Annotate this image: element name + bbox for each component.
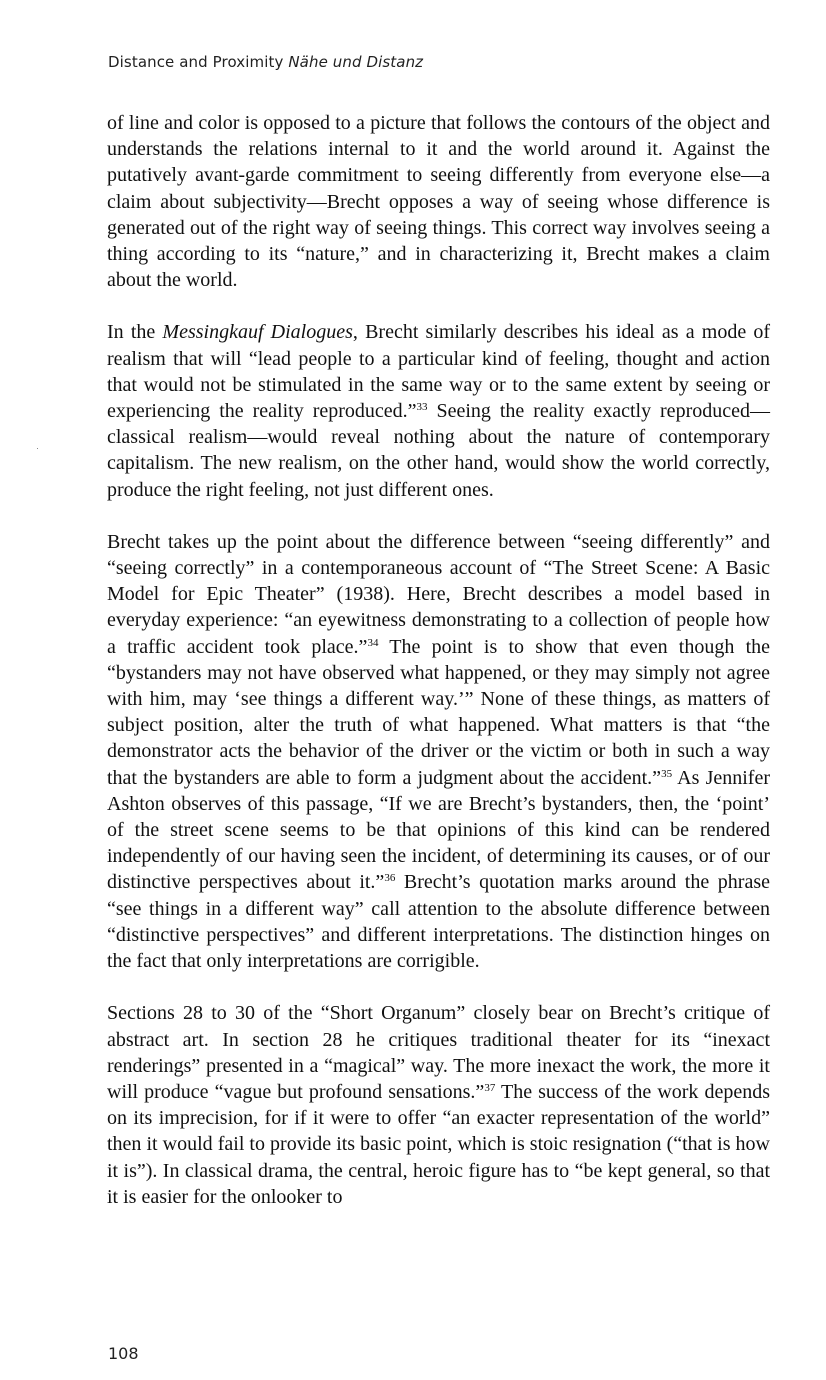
text-run: Brecht takes up the point about the difference between “seeing differently” and “seeing correctly” in a contemporaneous account of “The Street Scene: A Basic Model for Epic Theater” (1938). Here, Brecht describes a model based in everyday experience: “an eyewitness demonstrating to a collection of people how a traffic accident took place.”	[107, 530, 770, 658]
text-run: , Brecht similarly describes his ideal as a mode of realism that will “lead people to a particular kind of feeling, thought and action that would not be stimulated in the same way or to the same extent by seeing or experiencing the reality reproduced.”	[107, 321, 771, 423]
text-run: As Jennifer Ashton observes of this passage, “If we are Brecht’s bystanders, then, the ‘point’ of the street scene seems to be that opinions of this kind can be rendered independently of our having seen the incident, of determining its causes, or of our distinctive perspectives about it.”	[107, 766, 770, 894]
paragraph	[107, 110, 770, 293]
text-run: The point is to show that even though the “bystanders may not have observed what happened, or they may simply not agree with him, may ‘see things a different way.’” None of these things, as matters of subject position, alter the truth of what happened. What matters is that “the demonstrator acts the behavior of the driver or the victim or both in such a way that the bystanders are able to form a judgment about the accident.”	[107, 635, 771, 789]
text-run: Seeing the reality exactly reproduced—classical realism—would reveal nothing about the nature of contemporary capitalism. The new realism, on the other hand, would show the world correctly, produce the right feeling, not just different ones.	[107, 400, 770, 501]
body-text	[107, 110, 770, 1210]
italic-title: Messingkauf Dialogues	[162, 321, 353, 344]
footnote-ref: 35	[661, 767, 673, 780]
text-run: The success of the work depends on its imprecision, for if it were to offer “an exacter representation of the world” then it would fail to provide its basic point, which is stoic resignation (“that is how it is”). In classical drama, the central, heroic figure has to “be kept general, so that it is easier for the onlooker to	[107, 1080, 770, 1208]
footnote-ref: 37	[484, 1081, 496, 1094]
text-run: Brecht’s quotation marks around the phrase “see things in a different way” call attention to the absolute difference between “distinctive perspectives” and different interpretations. The distinction hinges on the fact that only interpretations are corrigible.	[107, 871, 770, 973]
paragraph	[107, 319, 770, 502]
text-run: In the	[107, 321, 163, 344]
footnote-ref: 34	[367, 636, 379, 649]
text-run: Sections 28 to 30 of the “Short Organum” closely bear on Brecht’s critique of abstract art. In section 28 he critiques traditional theater for its “inexact renderings” presented in a “magical” way. The more inexact the work, the more it will produce “vague but profound sensations.”	[107, 1002, 770, 1103]
footnote-ref: 33	[416, 401, 428, 414]
running-header-title-en: Distance and Proximity	[108, 53, 284, 71]
running-header	[108, 53, 423, 71]
paragraph	[107, 529, 770, 974]
running-header-title-de: Nähe und Distanz	[288, 53, 424, 71]
page-number: 108	[108, 1344, 139, 1363]
paragraph	[107, 1000, 770, 1210]
footnote-ref: 36	[384, 872, 396, 885]
text-run: of line and color is opposed to a picture that follows the contours of the object and understands the relations internal to it and the world around it. Against the putatively avant-garde commitment to seeing differently from everyone else—a claim about subjectivity—Brecht opposes a way of seeing whose difference is generated out of the right way of seeing things. This correct way involves seeing a thing according to its “nature,” and in characterizing it, Brecht makes a claim about the world.	[107, 112, 770, 292]
margin-speck	[37, 448, 38, 449]
